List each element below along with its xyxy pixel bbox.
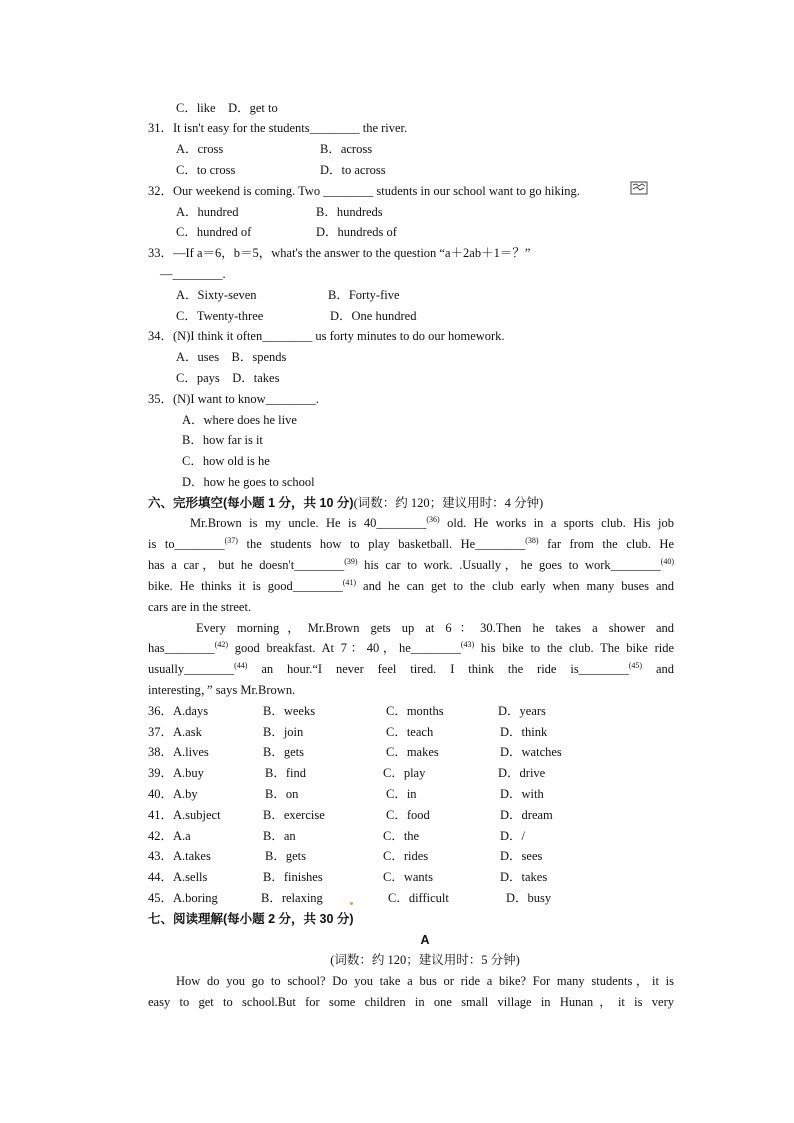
cloze-q37-option-c: C．teach: [386, 725, 434, 739]
q35-stem: 35．(N)I want to know________.: [148, 392, 319, 406]
q31-stem: 31．It isn't easy for the students________ the river.: [148, 121, 408, 135]
cloze-q45-option-d: D．busy: [506, 891, 552, 905]
q35-option-b: B．how far is it: [182, 433, 263, 447]
cloze-p2-line-1: Every morning，Mr.Brown gets up at 6：30.Then he takes a shower and: [196, 621, 674, 635]
cloze-q41-option-d: D．dream: [500, 808, 553, 822]
section-7-title: 七、阅读理解(每小题 2 分，共 30 分): [148, 912, 354, 926]
cloze-q43-option-c: C．rides: [383, 849, 429, 863]
cloze-q41-option-c: C．food: [386, 808, 430, 822]
cloze-q44-option-b: B．finishes: [263, 870, 323, 884]
cloze-q37-option-d: D．think: [500, 725, 548, 739]
cloze-q36-option-b: B．weeks: [263, 704, 316, 718]
q32-stem: 32．Our weekend is coming. Two ________ students in our school want to go hiking.: [148, 184, 580, 198]
cloze-q45-option-a: 45．A.boring: [148, 891, 218, 905]
cloze-q44-option-d: D．takes: [500, 870, 548, 884]
cloze-q40-option-b: B．on: [265, 787, 299, 801]
cloze-q44-option-a: 44．A.sells: [148, 870, 208, 884]
cloze-q38-option-b: B．gets: [263, 745, 304, 759]
cloze-q36-option-d: D．years: [498, 704, 546, 718]
cloze-q40-option-c: C．in: [386, 787, 417, 801]
q33-option-c: C．Twenty-three: [176, 309, 264, 323]
cloze-p1-line-2: is to________$^{(37)}$ the students how to play basketball. He________$^{(38)}$ far from the club. He: [148, 536, 674, 551]
stray-mark-dot: [350, 902, 353, 905]
section-6-note: (词数：约 120；建议用时：4 分钟): [353, 496, 544, 510]
cloze-q42-option-a: 42．A.a: [148, 829, 191, 843]
cloze-q45-option-c: C．difficult: [388, 891, 449, 905]
cloze-q39-option-b: B．find: [265, 766, 306, 780]
cloze-q38-option-c: C．makes: [386, 745, 439, 759]
cloze-q44-option-c: C．wants: [383, 870, 434, 884]
q34-options-cd: C．pays D．takes: [176, 371, 280, 385]
passage-a-line-2: easy to get to school.But for some children in one small village in Hunan，it is very: [148, 995, 674, 1009]
q35-option-c: C．how old is he: [182, 454, 270, 468]
q33-answer-line: —________.: [160, 267, 226, 281]
q32-option-b: B．hundreds: [316, 205, 383, 219]
cloze-p1-line-4: bike. He thinks it is good________$^{(41)}$ and he can get to the club early when many buses and: [148, 578, 674, 593]
cloze-q38-option-d: D．watches: [500, 745, 562, 759]
q31-option-d: D．to across: [320, 163, 386, 177]
cloze-q43-option-a: 43．A.takes: [148, 849, 211, 863]
q35-option-d: D．how he goes to school: [182, 475, 315, 489]
q30-options-cd: C．like D．get to: [176, 101, 278, 115]
q33-option-a: A．Sixty-seven: [176, 288, 257, 302]
q32-option-c: C．hundred of: [176, 225, 252, 239]
q31-option-b: B．across: [320, 142, 373, 156]
cloze-q36-option-a: 36．A.days: [148, 704, 209, 718]
cloze-p2-line-4: interesting，” says Mr.Brown.: [148, 683, 296, 697]
section-6-heading: [148, 495, 543, 511]
cloze-q41-option-a: 41．A.subject: [148, 808, 221, 822]
q32-option-a: A．hundred: [176, 205, 239, 219]
q34-stem: 34．(N)I think it often________ us forty minutes to do our homework.: [148, 329, 505, 343]
cloze-q45-option-b: B．relaxing: [261, 891, 323, 905]
cloze-q42-option-c: C．the: [383, 829, 420, 843]
q33-option-b: B．Forty-five: [328, 288, 400, 302]
cloze-p1-line-5: cars are in the street.: [148, 600, 252, 614]
cloze-q37-option-b: B．join: [263, 725, 304, 739]
cloze-q39-option-d: D．drive: [498, 766, 546, 780]
cloze-q40-option-d: D．with: [500, 787, 544, 801]
cloze-q39-option-a: 39．A.buy: [148, 766, 204, 780]
cloze-q39-option-c: C．play: [383, 766, 426, 780]
passage-a-line-1: How do you go to school? Do you take a bus or ride a bike? For many students，it is: [176, 974, 674, 988]
cloze-p1-line-1: Mr.Brown is my uncle. He is 40________$^{(36)}$ old. He works in a sports club. His job: [190, 515, 674, 530]
q35-option-a: A．where does he live: [182, 413, 297, 427]
cloze-p2-line-3: usually________$^{(44)}$ an hour.“I never feel tired. I think the ride is________$^{(45)}$ and: [148, 661, 674, 676]
cloze-q37-option-a: 37．A.ask: [148, 725, 202, 739]
q31-option-c: C．to cross: [176, 163, 236, 177]
q34-options-ab: A．uses B．spends: [176, 350, 287, 364]
cloze-q42-option-b: B．an: [263, 829, 296, 843]
cloze-p1-line-3: has a car，but he doesn't________$^{(39)}$ his car to work. .Usually，he goes to work________$^{(40)}$: [148, 557, 674, 572]
cloze-q36-option-c: C．months: [386, 704, 444, 718]
q31-option-a: A．cross: [176, 142, 224, 156]
cloze-q43-option-d: D．sees: [500, 849, 543, 863]
cloze-q41-option-b: B．exercise: [263, 808, 325, 822]
q33-option-d: D．One hundred: [330, 309, 417, 323]
cloze-p2-line-2: has________$^{(42)}$ good breakfast. At 7：40，he________$^{(43)}$ his bike to the club. The bike ride: [148, 640, 674, 655]
cloze-q42-option-d: D．/: [500, 829, 526, 843]
scribble-icon: [630, 181, 648, 195]
section-6-title: 六、完形填空(每小题 1 分，共 10 分): [148, 496, 354, 510]
cloze-q40-option-a: 40．A.by: [148, 787, 198, 801]
cloze-q43-option-b: B．gets: [265, 849, 306, 863]
q32-option-d: D．hundreds of: [316, 225, 397, 239]
passage-a-note: (词数：约 120；建议用时：5 分钟): [330, 953, 520, 967]
cloze-q38-option-a: 38．A.lives: [148, 745, 209, 759]
q33-stem: 33．—If a＝6，b＝5，what's the answer to the question “a＋2ab＋1＝？”: [148, 246, 531, 260]
passage-a-label: A: [420, 933, 430, 947]
